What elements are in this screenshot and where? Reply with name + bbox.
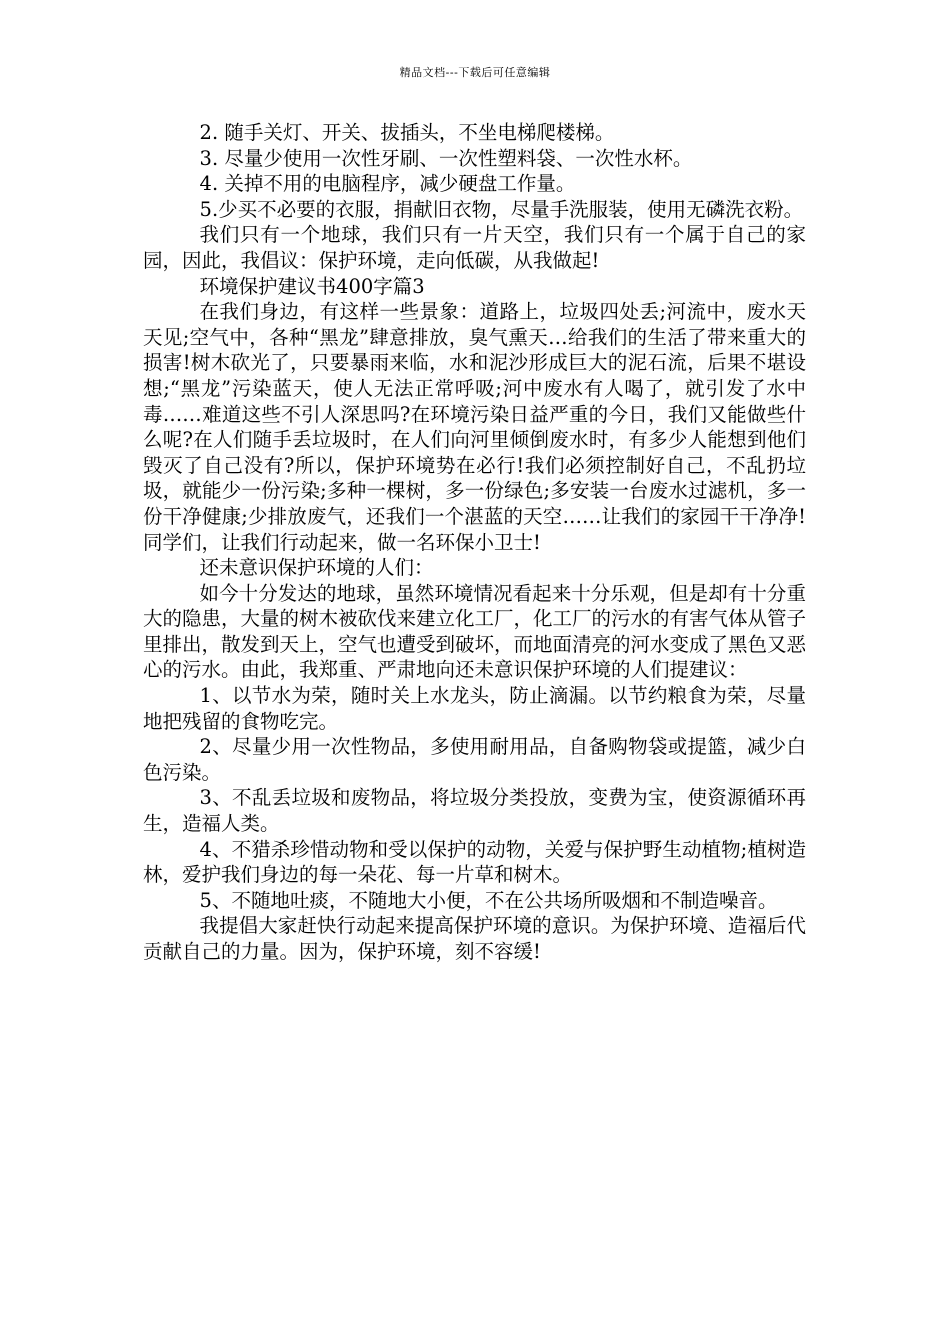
paragraph-salutation: 还未意识保护环境的人们：: [199, 556, 434, 580]
paragraph-intro: 如今十分发达的地球，虽然环境情况看起来十分乐观，但是却有十分重大的隐患，大量的树木被砍伐来建立化工厂，化工厂的污水的有害气体从管子里排出，散发到天上，空气也遭受到破坏，而地面清亮的河水变成了黑色又恶心的污水。由此，我郑重、严肃地向还未意识保护环境的人们提建议：: [143, 581, 807, 682]
paragraph-tip-5: 5.少买不必要的衣服，捐献旧衣物，尽量手洗服装，使用无磷洗衣粉。: [199, 197, 804, 221]
paragraph-suggestion-2: 2、尽量少用一次性物品，多使用耐用品，自备购物袋或提篮，减少白色污染。: [143, 735, 806, 784]
document-body: [143, 120, 806, 965]
paragraph-tip-2: 2. 随手关灯、开关、拔插头，不坐电梯爬楼梯。: [199, 121, 615, 144]
paragraph-tip-3: 3. 尽量少使用一次性牙刷、一次性塑料袋、一次性水杯。: [199, 146, 693, 170]
page-header: 精品文档---下载后可任意编辑: [399, 66, 551, 79]
section-title: 环境保护建议书400字篇3: [199, 274, 425, 298]
paragraph-suggestion-1: 1、以节水为荣，随时关上水龙头，防止滴漏。以节约粮食为荣，尽量地把残留的食物吃完。: [143, 684, 806, 733]
paragraph-suggestion-4: 4、不猎杀珍惜动物和受以保护的动物，关爱与保护野生动植物;植树造林，爱护我们身边的每一朵花、每一片草和树木。: [143, 837, 806, 887]
paragraph-tip-4: 4. 关掉不用的电脑程序，减少硬盘工作量。: [199, 172, 576, 196]
paragraph-conclusion: 我提倡大家赶快行动起来提高保护环境的意识。为保护环境、造福后代贡献自己的力量。因为，保护环境，刻不容缓!: [143, 914, 806, 963]
paragraph-suggestion-3: 3、不乱丢垃圾和废物品，将垃圾分类投放，变费为宝，使资源循环再生，造福人类。: [143, 786, 806, 836]
paragraph-appeal: 我们只有一个地球，我们只有一片天空，我们只有一个属于自己的家园，因此，我倡议：保护环境，走向低碳，从我做起!: [143, 223, 806, 272]
paragraph-suggestion-5: 5、不随地吐痰，不随地大小便，不在公共场所吸烟和不制造噪音。: [199, 888, 778, 912]
paragraph-scene: 在我们身边，有这样一些景象：道路上，垃圾四处丢;河流中，废水天天见;空气中，各种“黑龙”肆意排放，臭气熏天…给我们的生活了带来重大的损害!树木砍光了，只要暴雨来临，水和泥沙形成巨大的泥石流，后果不堪设想;“黑龙”污染蓝天，使人无法正常呼吸;河中废水有人喝了，就引发了水中毒……难道这些不引人深思吗?在环境污染日益严重的今日，我们又能做些什么呢?在人们随手丢垃圾时，在人们向河里倾倒废水时，有多少人能想到他们毁灭了自己没有?所以，保护环境势在必行!我们必须控制好自己，不乱扔垃圾，就能少一份污染;多种一棵树，多一份绿色;多安装一台废水过滤机，多一份干净健康;少排放废气，还我们一个湛蓝的天空……让我们的家园干干净净!同学们，让我们行动起来，做一名环保小卫士!: [143, 300, 806, 554]
